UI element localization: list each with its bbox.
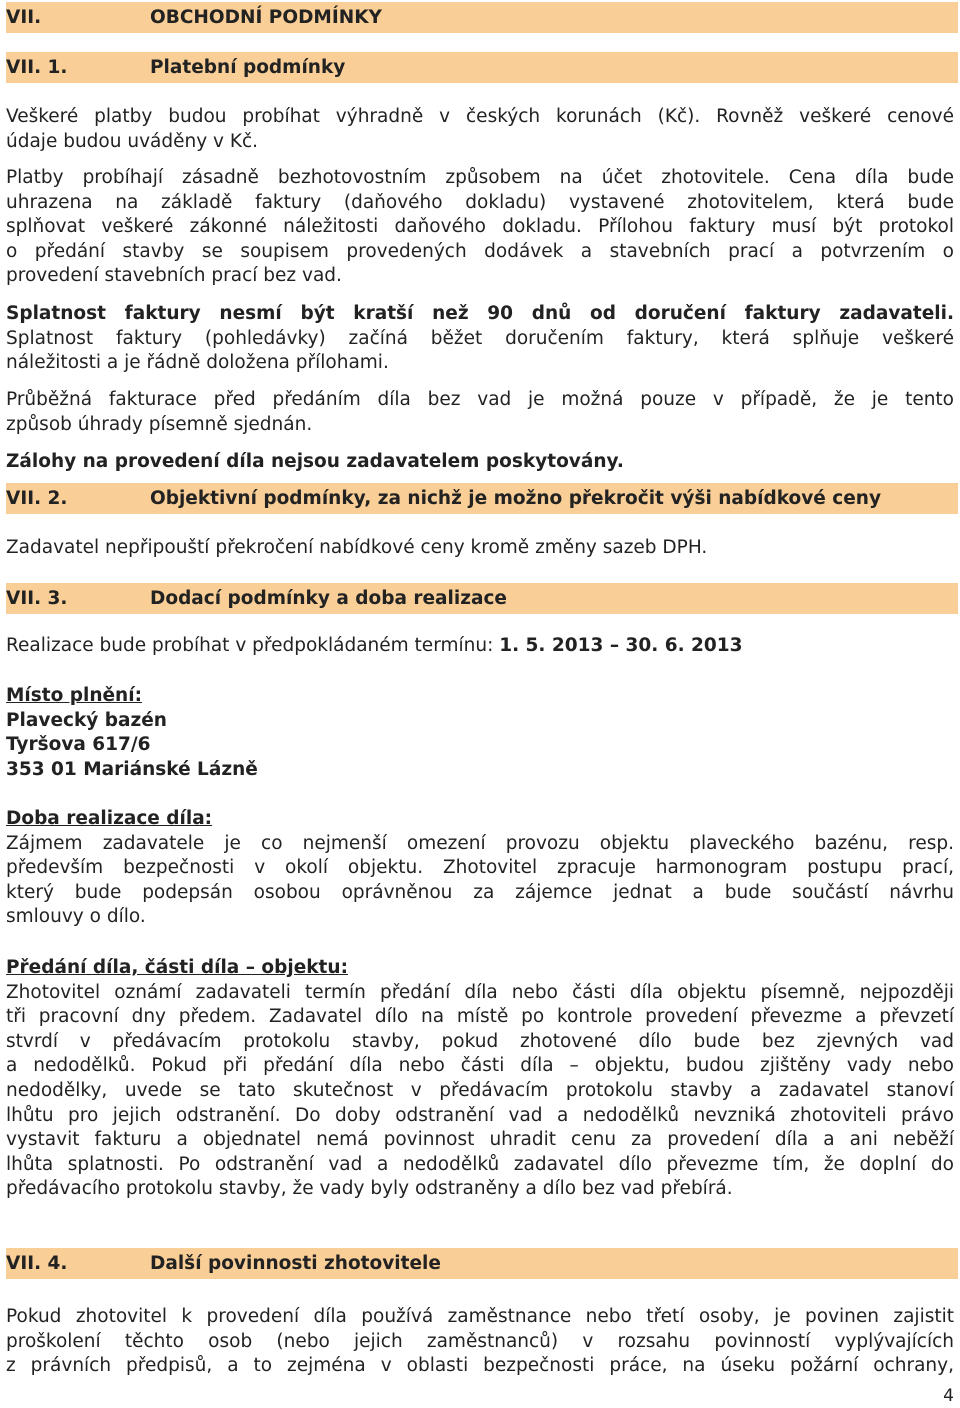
text-line: Splatnost faktury (pohledávky) začíná běžet doručením faktury, která splňuje veškeré: [6, 327, 954, 349]
text-line: lhůtu pro jejich odstranění. Do doby odstranění vad a nedodělků nevzniká zhotoviteli právo: [6, 1104, 954, 1126]
subsection-number: VII. 2.: [6, 488, 68, 509]
page-number: 4: [943, 1386, 954, 1406]
subsection-heading-4: [6, 1248, 958, 1279]
place-line: 353 01 Mariánské Lázně: [6, 758, 258, 780]
place-block: [6, 684, 954, 782]
maturity-bold: Splatnost faktury nesmí být kratší než 90 dnů od doručení faktury zadavateli.: [6, 303, 954, 324]
subsection-heading-3: [6, 583, 958, 614]
advances-bold: Zálohy na provedení díla nejsou zadavatelem poskytovány.: [6, 451, 624, 472]
text-line: smlouvy o dílo.: [6, 906, 146, 928]
paragraph-price: [6, 536, 954, 561]
text-line: především bezpečnosti v okolí objektu. Zhotovitel zpracuje harmonogram postupu prací,: [6, 857, 954, 879]
subsection-title: Platební podmínky: [150, 57, 346, 78]
text-line: lhůta splatnosti. Po odstranění vad a nedodělků zadavatel dílo převezme tím, že doplní do: [6, 1153, 954, 1175]
subsection-title: Další povinnosti zhotovitele: [150, 1253, 441, 1274]
subsection-title: Objektivní podmínky, za nichž je možno překročit výši nabídkové ceny: [150, 488, 882, 509]
text-line: vystavit fakturu a objednatel nemá povinnost uhradit cenu za provedení díla a ani neběží: [6, 1129, 954, 1151]
text-line: z právních předpisů, a to zejména v oblasti bezpečnosti práce, na úseku požární ochrany,: [6, 1355, 954, 1377]
text-line: nedodělky, uvede se tato skutečnost v předávacím protokolu stavby a zadavatel stanoví: [6, 1079, 954, 1101]
section-number: VII.: [6, 7, 42, 28]
text-line: Zadavatel nepřipouští překročení nabídkové ceny kromě změny sazeb DPH.: [6, 537, 708, 558]
text-line: Veškeré platby budou probíhat výhradně v českých korunách (Kč). Rovněž veškeré cenové: [6, 106, 954, 127]
place-line: Plavecký bazén: [6, 709, 167, 731]
subsection-number: VII. 3.: [6, 588, 68, 609]
paragraph-term: [6, 634, 954, 659]
subsection-heading-2: [6, 483, 958, 514]
text-line: provedení stavebních prací bez vad.: [6, 265, 342, 287]
text-line: Zájmem zadavatele je co nejmenší omezení provozu objektu plaveckého bazénu, resp.: [6, 832, 954, 854]
duration-label: Doba realizace díla:: [6, 808, 213, 829]
place-line: Tyršova 617/6: [6, 734, 151, 756]
text-line: údaje budou uváděny v Kč.: [6, 130, 259, 152]
place-label: Místo plnění:: [6, 685, 142, 706]
paragraph-payment: [6, 166, 954, 289]
paragraph-interim: [6, 388, 954, 437]
section-heading: [6, 2, 958, 33]
text-line: Pokud zhotovitel k provedení díla používá zaměstnance nebo třetí osoby, je povinen zajistit: [6, 1306, 954, 1327]
text-line: Zhotovitel oznámí zadavateli termín předání díla nebo části díla objektu písemně, nejpozději: [6, 981, 954, 1003]
text-line: uhrazena na základě faktury (daňového dokladu) vystavené zhotovitelem, která bude: [6, 191, 954, 213]
paragraph-advances: [6, 450, 954, 475]
text-line: proškolení těchto osob (nebo jejich zaměstnanců) v rozsahu povinností vyplývajících: [6, 1330, 954, 1352]
paragraph-currency: [6, 105, 954, 154]
paragraph-duties: [6, 1305, 954, 1379]
text-line: Platby probíhají zásadně bezhotovostním způsobem na účet zhotovitele. Cena díla bude: [6, 167, 954, 188]
duration-block: [6, 807, 954, 930]
paragraph-maturity: [6, 302, 954, 376]
text-line: Průběžná fakturace před předáním díla bez vad je možná pouze v případě, že je tento: [6, 389, 954, 410]
subsection-title: Dodací podmínky a doba realizace: [150, 588, 507, 609]
section-title: OBCHODNÍ PODMÍNKY: [150, 7, 382, 28]
subsection-heading-1: [6, 52, 958, 83]
text-line: který bude podepsán osobou oprávněnou za zájemce jednat a bude součástí návrhu: [6, 881, 954, 903]
text-line: a nedodělků. Pokud při předání díla nebo části díla – objektu, budou zjištěny vady nebo: [6, 1055, 954, 1077]
handover-block: [6, 956, 954, 1202]
text-line: o předání stavby se soupisem provedených dodávek a stavebních prací a potvrzením o: [6, 240, 954, 262]
term-text: Realizace bude probíhat v předpokládaném termínu:: [6, 635, 500, 656]
term-dates: 1. 5. 2013 – 30. 6. 2013: [499, 635, 743, 656]
text-line: způsob úhrady písemně sjednán.: [6, 413, 313, 435]
text-line: tři pracovní dny předem. Zadavatel dílo na místě po kontrole provedení převezme a převzetí: [6, 1006, 954, 1028]
text-line: stvrdí v předávacím protokolu stavby, pokud zhotovené dílo bude bez zjevných vad: [6, 1030, 954, 1052]
subsection-number: VII. 4.: [6, 1253, 68, 1274]
text-line: náležitosti a je řádně doložena přílohami.: [6, 352, 389, 374]
subsection-number: VII. 1.: [6, 57, 68, 78]
text-line: splňovat veškeré zákonné náležitosti daňového dokladu. Přílohou faktury musí být protokol: [6, 216, 954, 238]
text-line: předávacího protokolu stavby, že vady byly odstraněny a dílo bez vad přebírá.: [6, 1178, 733, 1200]
handover-label: Předání díla, části díla – objektu:: [6, 957, 348, 978]
